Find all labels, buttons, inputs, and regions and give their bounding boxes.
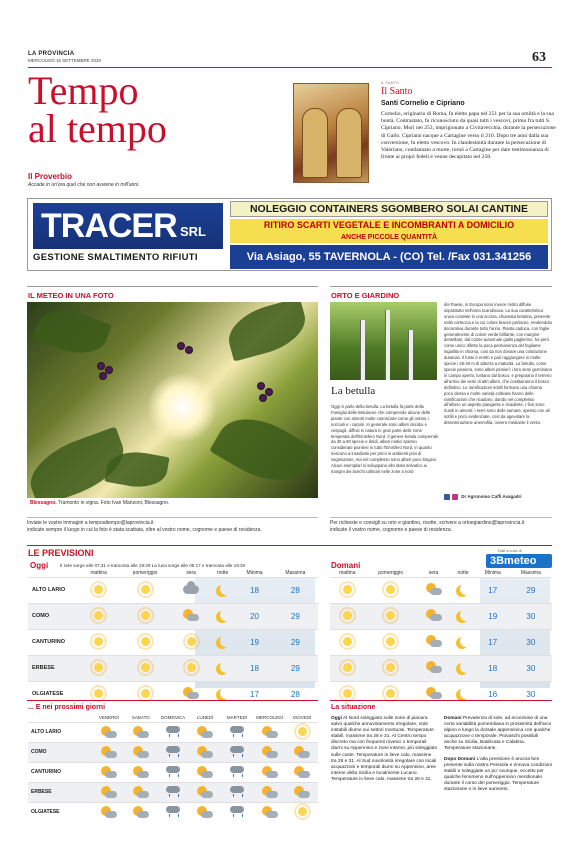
sun-cloud-icon xyxy=(133,726,149,738)
moon-icon xyxy=(220,661,232,673)
ad-line-3: ANCHE PICCOLE QUANTITÀ xyxy=(230,232,548,243)
min-temp: 17 xyxy=(476,577,510,603)
forecast-row xyxy=(330,603,552,629)
forecast-row xyxy=(330,655,552,681)
min-temp: 18 xyxy=(236,655,272,681)
sun-icon xyxy=(139,635,152,648)
ad-logo: TRACER xyxy=(33,203,223,249)
issue-date: MERCOLEDÌ 16 SETTEMBRE 2020 xyxy=(28,58,102,63)
city-name: ERBESE xyxy=(28,655,80,681)
caption-text: Tramonto in vigna. Foto Ivan Manzoni, Blessagno. xyxy=(58,500,170,506)
max-temp: 30 xyxy=(510,655,552,681)
max-temp: 29 xyxy=(273,603,318,629)
orto-signature xyxy=(444,494,522,500)
orto-invite-line-2: indicate il vostro nome, cognome e paese di residenza. xyxy=(330,526,453,533)
forecast-row xyxy=(28,629,318,655)
day-header: LUNEDÌ xyxy=(196,715,214,721)
rain-icon xyxy=(230,726,244,738)
max-temp: 30 xyxy=(510,603,552,629)
day-header: DOMENICA xyxy=(160,715,186,721)
birch-photo[interactable] xyxy=(330,302,437,380)
next-days-row xyxy=(28,782,318,802)
next-days-row xyxy=(28,722,318,742)
moon-icon xyxy=(460,687,472,699)
domani-text: Prevalenza di sole, ad eccezione di una certa variabilità pomeridiana in prossimità dell'arco alpino e lungo la dorsale appenninica con qualche acquazzone o temporale. Piovaschi possibili anche su Sicilia, Basilicata e Calabria. Temperature stazionarie. xyxy=(444,716,552,752)
proverbio-text: Accade in un'ora quel che non avviene in mill'anni. xyxy=(28,182,140,188)
ad-tagline: GESTIONE SMALTIMENTO RIFIUTI xyxy=(33,252,198,263)
sun-cloud-icon xyxy=(133,786,149,798)
city-name: CANTURINO xyxy=(28,629,80,655)
sun-cloud-icon xyxy=(426,661,442,673)
day-header: VENERDÌ xyxy=(98,715,119,721)
rain-icon xyxy=(230,806,244,818)
saint-figure-left xyxy=(302,108,328,178)
min-temp: 20 xyxy=(236,603,272,629)
santo-heading: Il Santo xyxy=(381,86,413,97)
min-temp: 19 xyxy=(236,629,272,655)
sun-icon xyxy=(92,609,105,622)
credit-kicker: Dati a cura di xyxy=(498,548,522,553)
sun-cloud-icon xyxy=(197,746,213,758)
saint-painting xyxy=(293,83,369,183)
col-sera: sera xyxy=(428,569,439,576)
sun-icon xyxy=(384,609,397,622)
sun-icon xyxy=(384,635,397,648)
forecast-row xyxy=(330,577,552,603)
publication-name: LA PROVINCIA xyxy=(28,51,75,57)
saint-figure-right xyxy=(336,108,362,178)
orto-invite xyxy=(330,517,552,533)
sun-glow xyxy=(147,372,217,442)
rain-icon xyxy=(166,806,180,818)
day-header: SABATO xyxy=(131,715,150,721)
sun-cloud-icon xyxy=(101,726,117,738)
page-number: 63 xyxy=(532,50,546,65)
sun-icon xyxy=(92,687,105,700)
col-notte: notte xyxy=(457,569,469,576)
sun-cloud-icon xyxy=(133,766,149,778)
sun-icon xyxy=(92,635,105,648)
col-minima: Minima xyxy=(484,569,501,576)
moon-icon xyxy=(220,583,232,595)
situazione-heading: La situazione xyxy=(331,704,376,711)
domani-kicker: Domani xyxy=(444,716,462,721)
situazione-domani xyxy=(444,716,552,793)
sun-cloud-icon xyxy=(426,635,442,647)
max-temp: 29 xyxy=(273,655,318,681)
rain-icon xyxy=(166,726,180,738)
min-temp: 18 xyxy=(476,655,510,681)
rain-icon xyxy=(166,786,180,798)
sun-cloud-icon xyxy=(183,609,199,621)
sun-cloud-icon xyxy=(262,726,278,738)
sun-cloud-icon xyxy=(294,766,310,778)
sun-cloud-icon xyxy=(101,806,117,818)
sun-icon xyxy=(92,661,105,674)
max-temp: 30 xyxy=(510,681,552,707)
sun-cloud-icon xyxy=(262,786,278,798)
max-temp: 30 xyxy=(510,629,552,655)
sun-icon xyxy=(296,805,309,818)
sun-cloud-icon xyxy=(294,786,310,798)
city-name: COMO xyxy=(28,742,93,762)
oggi-kicker: Oggi xyxy=(331,716,342,721)
sun-cloud-icon xyxy=(133,746,149,758)
orto-column-1: Oggi vi parlo della betulla. La betulla fa parte della Famiglia delle Betulacee che comprende alcune delle piante con amenti molto conosciute come gli ontani, i noccioli e i carpini. In generale sono alberi decidui e cespugli, diffusi in natura in gran parte delle zone temperate dell'Emisfero Nord. Il genere betula comprende da 30 a 60 specie e ibridi, alberi rustici spesso considerate pioniere in tutto l'Emisfero Nord, in quanto riescono a insediarsi per primi in ambienti privi di vegetazione, ma nel complesso sono alberi poco longevi. Alcuni esemplari si sviluppano allo stato selvatico ai margini dei boschi collinari nelle zone a nord xyxy=(331,404,439,474)
tomorrow-forecast-table xyxy=(330,569,552,707)
title-line-1: Tempo xyxy=(28,68,139,113)
sun-icon xyxy=(139,687,152,700)
city-name: COMO xyxy=(28,603,80,629)
min-temp: 18 xyxy=(236,577,272,603)
sun-cloud-icon xyxy=(197,806,213,818)
rain-icon xyxy=(230,746,244,758)
max-temp: 29 xyxy=(510,577,552,603)
sun-icon xyxy=(185,661,198,674)
city-name: ALTO LARIO xyxy=(28,722,93,742)
santo-kicker: IL SANTO xyxy=(381,80,400,85)
min-temp: 17 xyxy=(236,681,272,707)
forecast-row xyxy=(28,577,318,603)
rain-icon xyxy=(166,746,180,758)
next-days-row xyxy=(28,802,318,822)
day-header: GIOVEDÌ xyxy=(292,715,312,721)
rain-icon xyxy=(166,766,180,778)
vineyard-sunset-photo[interactable] xyxy=(27,302,318,498)
photo-invite-line-1: Inviate le vostre immagini a tempoaltempo@laprovincia.it xyxy=(27,520,154,526)
sun-icon xyxy=(139,661,152,674)
sun-cloud-icon xyxy=(197,766,213,778)
day-header: MARTEDÌ xyxy=(226,715,248,721)
sun-icon xyxy=(92,583,105,596)
sun-cloud-icon xyxy=(262,766,278,778)
day-header: MERCOLEDÌ xyxy=(256,715,283,721)
moon-icon xyxy=(460,583,472,595)
orto-invite-line-1: Per richieste e consigli su orto e giardino, ricette, scrivere a ortoegiardino@laprovincia.it xyxy=(330,520,525,526)
sun-icon xyxy=(139,609,152,622)
sun-cloud-icon xyxy=(183,687,199,699)
photo-caption xyxy=(30,500,169,506)
col-pomeriggio: pomeriggio xyxy=(132,569,158,576)
city-name: ERBESE xyxy=(28,782,93,802)
next-days-table xyxy=(28,714,318,822)
col-sera: sera xyxy=(186,569,196,576)
proverbio-heading: Il Proverbio xyxy=(28,172,73,181)
3bmeteo-logo: 3Bmeteo xyxy=(486,554,552,568)
next-days-row xyxy=(28,742,318,762)
sun-cloud-icon xyxy=(262,806,278,818)
city-name: ALTO LARIO xyxy=(28,577,80,603)
sun-icon xyxy=(341,583,354,596)
moon-icon xyxy=(220,609,232,621)
dopo-kicker: Dopo Domani xyxy=(444,756,476,762)
situazione-oggi xyxy=(331,716,438,783)
sun-icon xyxy=(296,725,309,738)
page-title xyxy=(28,68,167,151)
ad-srl: SRL xyxy=(180,224,206,239)
max-temp: 28 xyxy=(273,577,318,603)
forecast-row xyxy=(28,655,318,681)
sun-icon xyxy=(341,661,354,674)
sun-cloud-icon xyxy=(133,806,149,818)
sun-cloud-icon xyxy=(426,583,442,595)
sun-cloud-icon xyxy=(294,746,310,758)
tomorrow-label: Domani xyxy=(331,561,361,570)
sun-cloud-icon xyxy=(262,746,278,758)
sun-moon-times: Il sole sorge alle 07:31 e tramonta alle 19:29 La luna sorge alle 05:17 e tramonta alle 19:30 xyxy=(60,563,246,568)
sun-icon xyxy=(384,687,397,700)
sun-cloud-icon xyxy=(101,766,117,778)
orto-column-2: del Paese, in Europa sono invece molto diffuse soprattutto nell'area scandinava. La sua caratteristica unica consiste in una scorza, chiamata betulina, presente nella corteccia e la cui colore bianco perlaceo, rendendola decorativa durante tutto l'anno. Pianta caduca, con foglie generalmente di colore verde brillante, con margine dentellato, dal colore autunnale giallo paglierino, ha però come unico difetto la poca permanenza del fogliame ingiallito in chioma, cosi da non donare una colorazione duratura. Il fusto è eretto e può raggiungere in molte specie i 25-30 m di altezza a maturità. La betulla, come specie pioniera, sono alberi pionieri: i loro semi germinano in campo aperto, lontano dal bosco, e preparano il terreno all'arrivo dei semi di altri alberi, che costituiranno il bosco definitivo. Le ramificazioni sottili formano una chioma poco densa e molte varietà coltivate hanno delle ramificazioni che ricadono, dando nel complesso all'albero un aspetto piangente e ricadente. I fiori sono riuniti in amenti: i semi sono delle samare, spesso con ali sottili e poco evidenziate, così da agevolare la disseminazione anemofila, ovvero mediante il vento. xyxy=(444,302,553,426)
col-massima: Massima xyxy=(520,569,541,576)
city-name: CANTURINO xyxy=(28,762,93,782)
sun-cloud-icon xyxy=(197,726,213,738)
min-temp: 19 xyxy=(476,603,510,629)
today-forecast-table xyxy=(28,569,318,707)
forecast-row xyxy=(28,603,318,629)
photo-invite-line-2: indicate sempre il luogo in cui la foto è stata scattata, oltre al vostro nome, cognome e paese di residenza. xyxy=(27,526,262,533)
city-name: OLGIATESE xyxy=(28,681,80,707)
col-pomeriggio: pomeriggio xyxy=(378,569,404,576)
col-notte: notte xyxy=(217,569,229,576)
author-name: Dr Agronomo Caffi Avagadri xyxy=(461,494,522,500)
ad-line-4: Via Asiago, 55 TAVERNOLA - (CO) Tel. /Fax 031.341256 xyxy=(230,245,548,269)
dopo-text: L'alta pressione è ancora ben presente sulla nostra Penisola e rinnova condizioni stabili e soleggiate un po' ovunque, eccetto per qualche fenomeno sull'Appennino meridionale durante il corso del pomeriggio. Temperature stazionarie o in lieve aumento. xyxy=(444,756,552,793)
min-temp: 16 xyxy=(476,681,510,707)
rain-icon xyxy=(230,786,244,798)
orto-article-title: La betulla xyxy=(331,385,376,397)
moon-icon xyxy=(220,687,232,699)
sun-cloud-icon xyxy=(426,687,442,699)
oggi-text: Al Nord soleggiato sulle zone di pianura salvo qualche annuvolamento irregolare, note instabili diurne sui settori montuosi. Temperature stabili, massime tra 28 e 31. Al Centro tempo discreto ma con frequenti rovesci o temporali diurni su Appennino e zone interne, più soleggiato sulle coste. Temperature in lieve calo, massime tra 28 e 31. Al Sud nuvolosità irregolare con locali acquazzoni e temporali diurni su Appennino, aree interne della Sicilia e localmente Lucano. Temperature in lieve calo, massime tra 28 e 31. xyxy=(331,716,438,782)
sun-cloud-icon xyxy=(197,786,213,798)
title-line-2: al tempo xyxy=(28,106,167,151)
rain-icon xyxy=(230,766,244,778)
forecast-row xyxy=(330,629,552,655)
next-days-row xyxy=(28,762,318,782)
caption-place: Blessagno. xyxy=(30,500,57,506)
instagram-icon[interactable] xyxy=(452,494,458,500)
cloud-icon xyxy=(183,585,199,594)
moon-icon xyxy=(460,609,472,621)
moon-icon xyxy=(460,635,472,647)
today-label: Oggi xyxy=(30,561,49,570)
ad-line-1: NOLEGGIO CONTAINERS SGOMBERO SOLAI CANTINE xyxy=(230,201,548,217)
max-temp: 29 xyxy=(273,629,318,655)
sun-cloud-icon xyxy=(101,786,117,798)
orto-heading: ORTO E GIARDINO xyxy=(331,291,400,300)
facebook-icon[interactable] xyxy=(444,494,450,500)
city-name: OLGIATESE xyxy=(28,802,93,822)
col-mattina: mattina xyxy=(90,569,107,576)
max-temp: 28 xyxy=(273,681,318,707)
sun-icon xyxy=(341,609,354,622)
photo-invite xyxy=(27,517,318,533)
moon-icon xyxy=(220,635,232,647)
col-massima: Massima xyxy=(285,569,306,576)
santo-text: Cornelio, originario di Roma, fu eletto papa nel 251 per la sua umiltà e la sua bontà. Contrastato, fu riconosciuto da quasi tutti i vescovi, primo fra tutti S. Cipriano. Morì nel 253, imprigionato a Civitavecchia, durante la persecuzione di Gallo. Cipriano nacque a Cartagine verso il 210. Dopo tre anni dalla sua conversione, fu eletto vescovo. In clandestinità durante la persecuzione di Valeriano, condannato a morte, tornò a Cartagine per dare testimonianza di fronte ai propri fedeli e venne decapitato nel 258. xyxy=(381,111,556,161)
min-temp: 17 xyxy=(476,629,510,655)
col-mattina: mattina xyxy=(339,569,356,576)
sun-cloud-icon xyxy=(101,746,117,758)
next-days-heading: ... E nei prossimi giorni xyxy=(28,704,106,711)
previsioni-heading: LE PREVISIONI xyxy=(28,548,94,558)
moon-icon xyxy=(460,661,472,673)
col-minima: Minima xyxy=(246,569,263,576)
ad-line-2: RITIRO SCARTI VEGETALE E INCOMBRANTI A DOMICILIO xyxy=(230,219,548,232)
santo-subtitle: Santi Cornelio e Cipriano xyxy=(381,100,465,107)
sun-icon xyxy=(185,635,198,648)
sun-icon xyxy=(341,635,354,648)
meteo-foto-heading: IL METEO IN UNA FOTO xyxy=(28,291,114,300)
sun-icon xyxy=(384,661,397,674)
sun-icon xyxy=(139,583,152,596)
sun-icon xyxy=(341,687,354,700)
sun-icon xyxy=(384,583,397,596)
sun-cloud-icon xyxy=(426,609,442,621)
